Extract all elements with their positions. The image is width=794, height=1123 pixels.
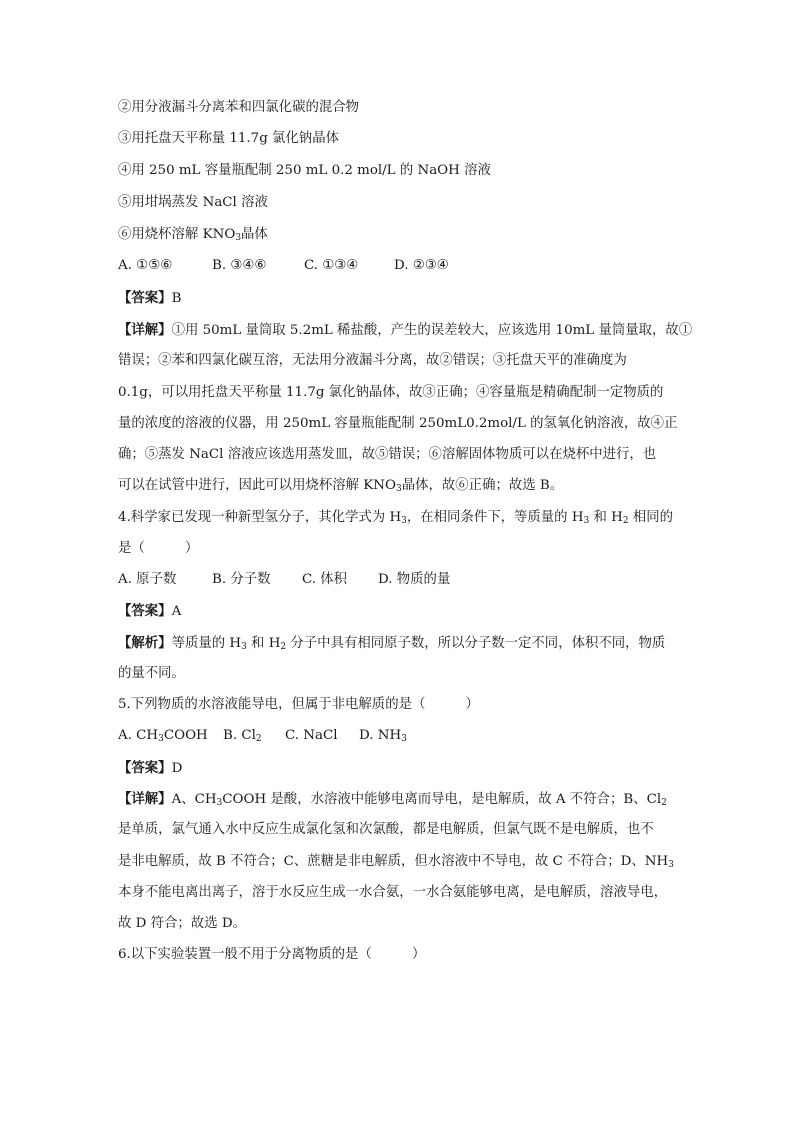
item-5: ⑤用坩埚蒸发 NaCl 溶液: [118, 195, 268, 210]
q5-detail-line-4: 本身不能电离出离子，溶于水反应生成一水合氨，一水合氨能够电离，是电解质，溶液导电，: [118, 885, 668, 900]
item-4: ④用 250 mL 容量瓶配制 250 mL 0.2 mol/L 的 NaOH 溶液: [118, 163, 491, 178]
item-6: ⑥用烧杯溶解 $KNO_3$晶体: [118, 227, 268, 243]
q3-option-a: A. ①⑤⑥: [118, 258, 173, 273]
q4-stem-line-2: 是（ ）: [118, 541, 199, 556]
q3-option-d: D. ②③④: [394, 258, 449, 273]
q4-option-b: B. 分子数: [212, 572, 271, 587]
q5-stem: 5.下列物质的水溶液能导电，但属于非电解质的是（ ）: [118, 697, 479, 712]
q3-detail-line-6: 可以在试管中进行，因此可以用烧杯溶解 $KNO_3$晶体，故⑥正确；故选 B。: [118, 478, 564, 494]
q3-detail-line-1: 【详解】①用 50mL 量筒取 5.2mL 稀盐酸，产生的误差较大，应该选用 10mL 量筒量取，故①: [118, 322, 693, 338]
q5-detail-line-5: 故 D 符合；故选 D。: [118, 916, 246, 931]
q5-option-a: A. $CH_3COOH$: [118, 728, 208, 744]
q4-stem-line-1: 4.科学家已发现一种新型氢分子，其化学式为 $H_3$，在相同条件下，等质量的 $H_3$ 和 $H_2$ 相同的: [118, 510, 673, 526]
q4-option-d: D. 物质的量: [378, 572, 451, 587]
q4-analysis-line-2: 的量不同。: [118, 666, 185, 681]
q5-detail-line-2: 是单质，氯气通入水中反应生成氯化氢和次氯酸，都是电解质，但氯气既不是电解质，也不: [118, 822, 654, 837]
item-3: ③用托盘天平称量 11.7g 氯化钠晶体: [118, 131, 339, 146]
q5-option-d: D. $NH_3$: [359, 728, 407, 744]
q3-detail-line-2: 错误；②苯和四氯化碳互溶，无法用分液漏斗分离，故②错误；③托盘天平的准确度为: [118, 353, 627, 368]
q5-options: [118, 726, 407, 746]
q4-options: [118, 570, 450, 590]
q3-detail-line-5: 确；⑤蒸发 NaCl 溶液应该选用蒸发皿，故⑤错误；⑥溶解固体物质可以在烧杯中进行，也: [118, 447, 657, 462]
q3-detail-line-4: 量的浓度的溶液的仪器，用 250mL 容量瓶能配制 250mL0.2mol/L 的氢氧化钠溶液，故④正: [118, 416, 678, 431]
q4-option-a: A. 原子数: [118, 572, 177, 587]
q3-option-c: C. ①③④: [304, 258, 359, 273]
q3-detail-line-3: 0.1g，可以用托盘天平称量 11.7g 氯化钠晶体，故③正确；④容量瓶是精确配制一定物质的: [118, 385, 664, 400]
q5-answer: 【答案】D: [118, 760, 183, 776]
q3-options: [118, 256, 449, 276]
q3-answer: 【答案】B: [118, 290, 182, 306]
q5-option-c: C. NaCl: [285, 728, 338, 743]
q4-answer: 【答案】A: [118, 603, 182, 619]
q6-stem: 6.以下实验装置一般不用于分离物质的是（ ）: [118, 947, 426, 962]
item-2: ②用分液漏斗分离苯和四氯化碳的混合物: [118, 100, 360, 115]
q5-detail-line-1: 【详解】A、$CH_3COOH$ 是酸，水溶液中能够电离而导电，是电解质，故 A 不符合；B、$Cl_2$: [118, 791, 667, 808]
q5-option-b: B. $Cl_2$: [223, 728, 262, 744]
q5-detail-line-3: 是非电解质，故 B 不符合；C、蔗糖是非电解质，但水溶液中不导电，故 C 不符合；D、$NH_3$: [118, 854, 674, 870]
q4-option-c: C. 体积: [302, 572, 348, 587]
q4-analysis-line-1: 【解析】等质量的 $H_3$ 和 $H_2$ 分子中具有相同原子数，所以分子数一定不同，体积不同，物质: [118, 635, 666, 652]
q3-option-b: B. ③④⑥: [212, 258, 267, 273]
